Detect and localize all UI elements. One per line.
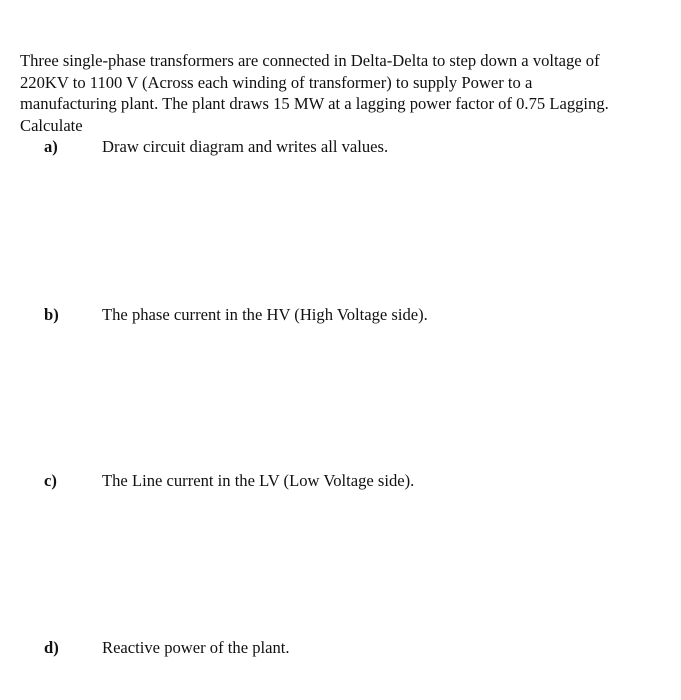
question-text: The phase current in the HV (High Voltage side). <box>102 305 428 324</box>
question-text: Draw circuit diagram and writes all values. <box>102 137 389 156</box>
question-text: The Line current in the LV (Low Voltage side). <box>102 471 415 490</box>
problem-line: 220KV to 1100 V (Across each winding of transformer) to supply Power to a <box>20 72 533 92</box>
question-letter: c) <box>44 471 57 490</box>
question-letter: b) <box>44 305 59 324</box>
question-letter: a) <box>44 137 58 156</box>
problem-line: manufacturing plant. The plant draws 15 MW at a lagging power factor of 0.75 Lagging. <box>20 94 609 113</box>
problem-line: Three single-phase transformers are connected in Delta-Delta to step down a voltage of <box>20 51 600 70</box>
problem-statement <box>20 50 670 136</box>
calculate-label: Calculate <box>20 115 83 135</box>
question-text: Reactive power of the plant. <box>102 638 290 657</box>
question-letter: d) <box>44 638 59 657</box>
